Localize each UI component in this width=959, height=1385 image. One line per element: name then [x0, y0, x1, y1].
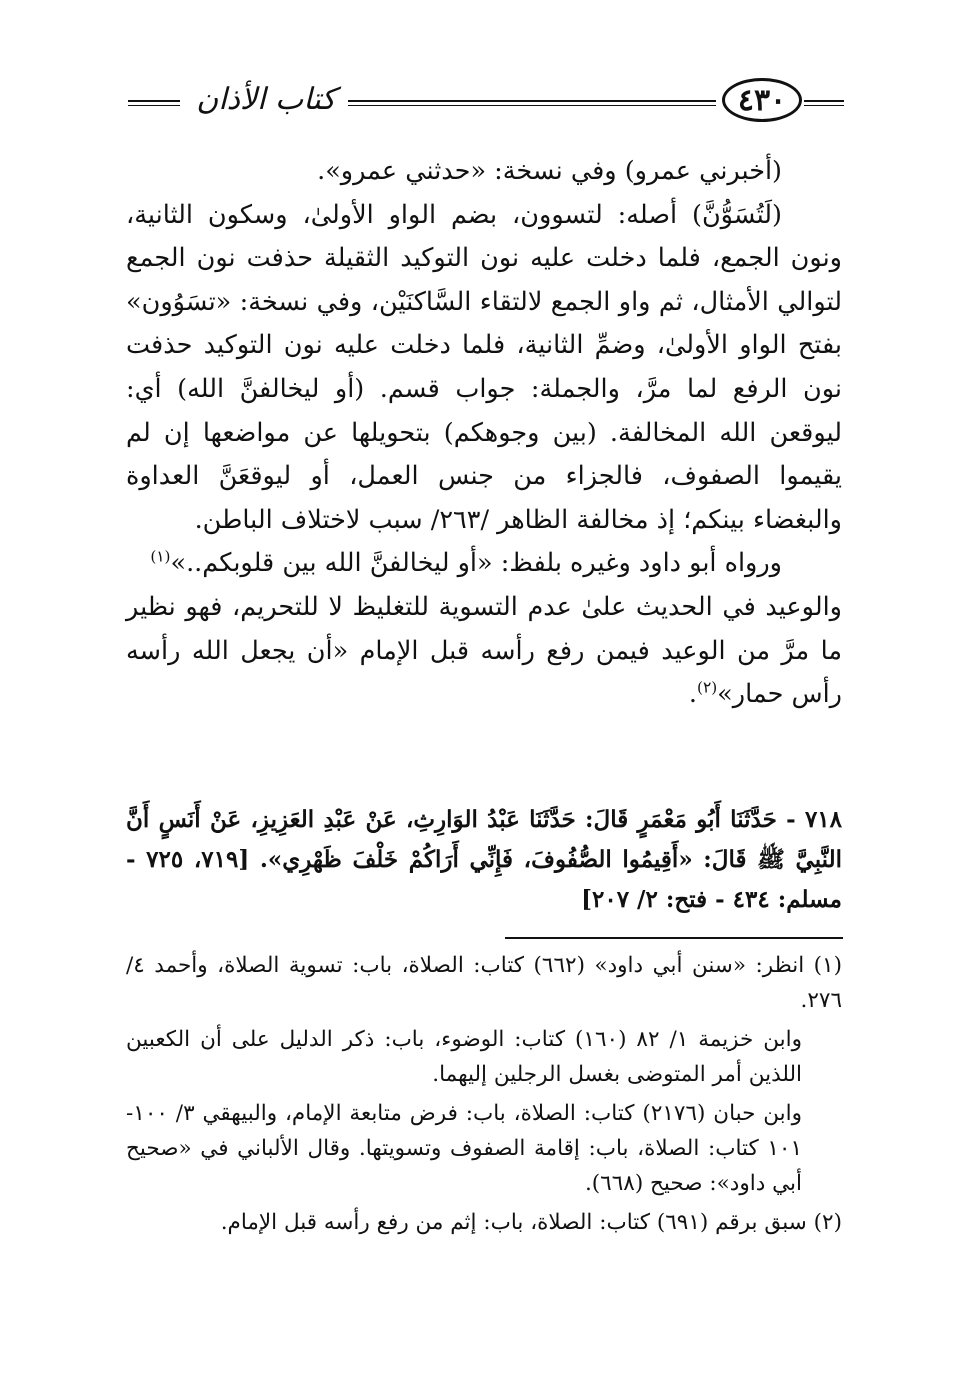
header-rule-middle	[348, 100, 716, 106]
footnotes	[126, 948, 842, 1244]
header-rule-right	[804, 100, 844, 106]
chapter-title: كتاب الأذان	[196, 82, 336, 117]
paragraph-1: (أخبرني عمرو) وفي نسخة: «حدثني عمرو».	[317, 156, 782, 186]
paragraph-4-text: والوعيد في الحديث علىٰ عدم التسوية للتغليظ لا للتحريم، فهو نظير ما مرَّ من الوعيد فيمن رفع رأسه قبل الإمام «أن يجعل الله رأسه رأس حمار»	[126, 591, 842, 710]
footnote-1-continued-b: وابن حبان (٢١٧٦) كتاب: الصلاة، باب: فرض متابعة الإمام، والبيهقي ٣/ ١٠٠- ١٠١ كتاب: الصلاة، باب: إقامة الصفوف وتسويتها. وقال الألباني في «صحيح أبي داود»: صحيح (٦٦٨).	[126, 1101, 803, 1196]
paragraph-3-text: ورواه أبو داود وغيره بلفظ: «أو ليخالفنَّ الله بين قلوبكم..»	[170, 548, 782, 579]
paragraph-4: والوعيد في الحديث علىٰ عدم التسوية للتغليظ لا للتحريم، فهو نظير ما مرَّ من الوعيد فيمن رفع رأسه قبل الإمام «أن يجعل الله رأسه رأس حمار»$^{(٢)}$.	[126, 591, 842, 710]
commentary-text	[126, 150, 842, 717]
footnote-2: (٢) سبق برقم (٦٩١) كتاب: الصلاة، باب: إثم من رفع رأسه قبل الإمام.	[220, 1210, 842, 1235]
footnote-1-continued-a: وابن خزيمة ١/ ٨٢ (١٦٠) كتاب: الوضوء، باب: ذكر الدليل على أن الكعبين اللذين أمر المتوضى بغسل الرجلين إليهما.	[126, 1027, 802, 1087]
page-number: ٤٣٠	[722, 78, 802, 122]
footnote-1: (١) انظر: «سنن أبي داود» (٦٦٢) كتاب: الصلاة، باب: تسوية الصلاة، وأحمد ٤/ ٢٧٦.	[126, 953, 842, 1013]
header-rule-left	[128, 100, 180, 106]
footnote-separator	[505, 937, 843, 939]
hadith-text: ٧١٨ - حَدَّثَنَا أَبُو مَعْمَرٍ قَالَ: حَدَّثَنَا عَبْدُ الوَارِثِ، عَنْ عَبْدِ العَزِيزِ، عَنْ أَنَسٍ أَنَّ النَّبِيَّ ﷺ قَالَ: «أَقِيمُوا الصُّفُوفَ، فَإِنِّي أَرَاكُمْ خَلْفَ ظَهْرِي». [٧١٩، ٧٢٥ - مسلم: ٤٣٤ - فتح: ٢/ ٢٠٧]	[126, 806, 842, 913]
paragraph-2: (لَتُسَوُّنَّ) أصله: لتسوون، بضم الواو الأولىٰ، وسكون الثانية، ونون الجمع، فلما دخلت عليه نون التوكيد الثقيلة حذفت نون الجمع لتوالي الأمثال، ثم واو الجمع لالتقاء السَّاكنَيْن، وفي نسخة: «تسَوُون» بفتح الواو الأولىٰ، وضمِّ الثانية، فلما دخلت عليه نون التوكيد حذفت نون الرفع لما مرَّ، والجملة: جواب قسم. (أو ليخالفنَّ الله) أي: ليوقعن الله المخالفة. (بين وجوهكم) بتحويلها عن مواضعها إن لم يقيموا الصفوف، فالجزاء من جنس العمل، أو ليوقعَنَّ العداوة والبغضاء بينكم؛ إذ مخالفة الظاهر /٢٦٣/ سبب لاختلاف الباطن.	[126, 199, 842, 535]
running-header	[128, 78, 843, 134]
hadith-block	[126, 800, 842, 920]
paragraph-3	[126, 542, 842, 586]
footnote-ref-1[interactable]: (١)	[150, 547, 171, 566]
footnote-ref-2[interactable]: (٢)	[697, 678, 718, 697]
